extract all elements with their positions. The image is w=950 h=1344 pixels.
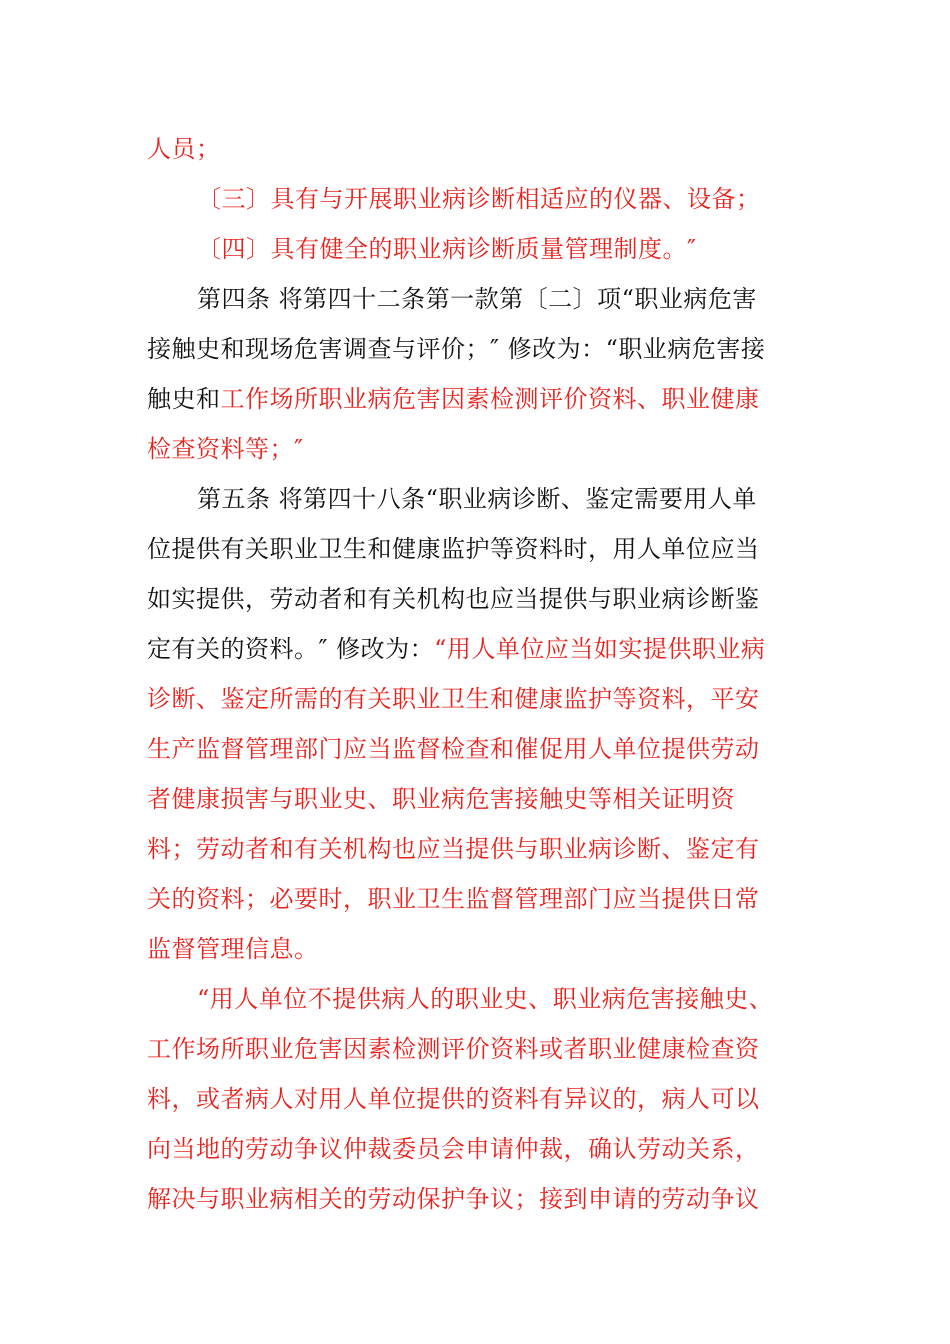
text-run: “用人单位应当如实提供职业病 <box>434 635 766 663</box>
text-run: 解决与职业病相关的劳动保护争议；接到申请的劳动争议 <box>147 1185 760 1213</box>
text-line <box>197 234 950 264</box>
text-run: 生产监督管理部门应当监督检查和催促用人单位提供劳动 <box>147 735 760 763</box>
text-line <box>147 634 950 664</box>
text-run: 关的资料；必要时，职业卫生监督管理部门应当提供日常 <box>147 885 760 913</box>
text-line <box>197 284 950 314</box>
text-run: “用人单位不提供病人的职业史、职业病危害接触史、 <box>197 985 774 1013</box>
text-line <box>147 1134 950 1164</box>
text-line <box>197 984 950 1014</box>
text-line <box>147 584 950 614</box>
text-run: 监督管理信息。 <box>147 935 319 963</box>
text-line <box>147 534 950 564</box>
text-run: 〔四〕具有健全的职业病诊断质量管理制度。″ <box>197 235 697 263</box>
text-line <box>147 334 950 364</box>
text-line <box>147 1184 950 1214</box>
text-run: 向当地的劳动争议仲裁委员会申请仲裁，确认劳动关系， <box>147 1135 760 1163</box>
text-run: 定有关的资料。″ 修改为： <box>147 635 435 663</box>
text-run: 第四条 将第四十二条第一款第〔二〕项“职业病危害 <box>197 285 757 313</box>
text-line <box>147 834 950 864</box>
text-line <box>147 784 950 814</box>
text-run: 者健康损害与职业史、职业病危害接触史等相关证明资 <box>147 785 735 813</box>
text-line <box>147 1034 950 1064</box>
text-run: 料，或者病人对用人单位提供的资料有异议的，病人可以 <box>147 1085 760 1113</box>
text-run: 人员； <box>147 135 221 163</box>
text-line <box>147 734 950 764</box>
text-run: 工作场所职业危害因素检测评价资料或者职业健康检查资 <box>147 1035 760 1063</box>
text-run: 接触史和现场危害调查与评价；″ 修改为：“职业病危害接 <box>147 335 766 363</box>
text-run: 料；劳动者和有关机构也应当提供与职业病诊断、鉴定有 <box>147 835 760 863</box>
text-run: 第五条 将第四十八条“职业病诊断、鉴定需要用人单 <box>197 485 757 513</box>
text-run: 检查资料等；″ <box>147 435 304 463</box>
text-run: 如实提供，劳动者和有关机构也应当提供与职业病诊断鉴 <box>147 585 760 613</box>
text-line <box>197 184 950 214</box>
text-run: 诊断、鉴定所需的有关职业卫生和健康监护等资料，平安 <box>147 685 760 713</box>
text-run: 〔三〕具有与开展职业病诊断相适应的仪器、设备； <box>197 185 761 213</box>
text-line <box>147 934 950 964</box>
text-line <box>147 884 950 914</box>
text-run: 位提供有关职业卫生和健康监护等资料时，用人单位应当 <box>147 535 760 563</box>
text-line <box>147 384 950 414</box>
text-run: 工作场所职业病危害因素检测评价资料、职业健康 <box>220 385 760 413</box>
text-line <box>147 1084 950 1114</box>
text-line <box>147 684 950 714</box>
text-line <box>147 434 950 464</box>
text-line <box>147 134 950 164</box>
text-line <box>197 484 950 514</box>
text-run: 触史和 <box>147 385 221 413</box>
